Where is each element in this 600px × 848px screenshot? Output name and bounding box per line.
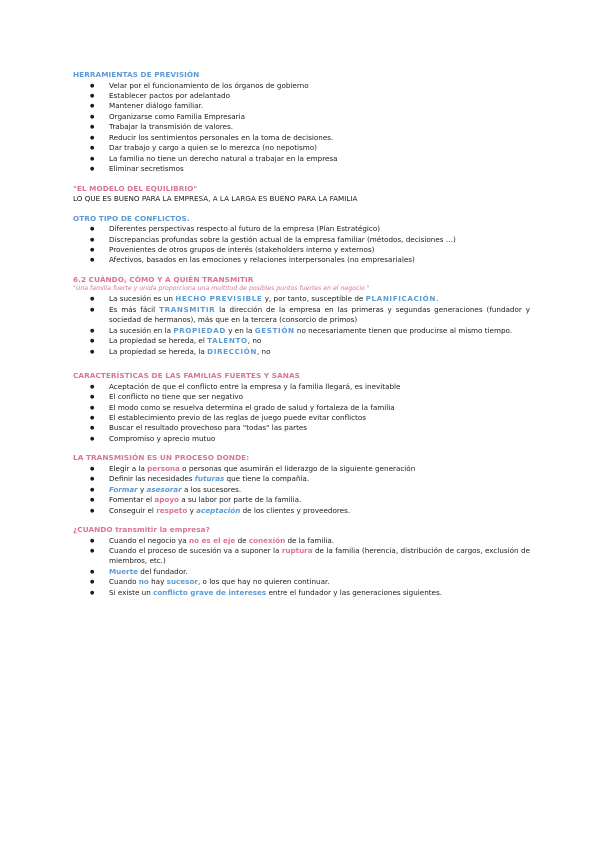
list-item [73,474,530,484]
list-item: ● El modo como se resuelva determina el grado de salud y fortaleza de la familia [73,403,530,413]
text: y [187,505,197,515]
text: o personas que asumirán el liderazgo de la siguiente generación [179,463,416,473]
list-item [73,506,530,516]
text: a los sucesores. [181,484,242,494]
highlight: TRANSMITIR [159,304,216,314]
list-item: ● Mantener diálogo familiar. [73,101,530,111]
highlight: ruptura [281,546,313,556]
text: no necesariamente tienen que producirse al mismo tiempo. [294,325,513,335]
list-item: ● Reducir los sentimientos personales en la toma de decisiones. [73,133,530,143]
heading-equilibrio: "EL MODELO DEL EQUILIBRIO" [73,183,198,193]
text: Fomentar el [109,495,155,505]
text: del fundador. [138,566,188,576]
text: de los clientes y proveedores. [240,505,351,515]
list-item: ● La familia no tiene un derecho natural a trabajar en la empresa [73,154,530,164]
list-item: ● Compromiso y aprecio mutuo [73,434,530,444]
text: , o los que hay no quieren continuar. [197,577,330,587]
list-item: ● Establecer pactos por adelantado [73,91,530,101]
text: y en la [225,325,255,335]
highlight: futuras [194,474,225,484]
highlight: PLANIFICACIÓN [365,294,437,304]
highlight: PROPIEDAD [173,325,226,335]
text: , no [256,346,271,356]
highlight: no es el eje [189,535,236,545]
subtitle-quote: "Una familia fuerte y unida proporciona una multitud de posibles puntos fuertes en el negocio " [73,285,370,293]
list-cuando [73,536,530,599]
heading-familias: CARACTERÍSTICAS DE LAS FAMILIAS FUERTES Y SANAS [73,371,300,381]
equilibrio-statement: LO QUE ES BUENO PARA LA EMPRESA, A LA LARGA ES BUENO PARA LA FAMILIA [73,194,358,204]
text: La propiedad se hereda, la [109,346,208,356]
text: que tiene la compañía. [224,474,310,484]
highlight: asesorar [146,484,182,494]
text: y [137,484,147,494]
text: hay [148,577,167,587]
heading-herramientas: HERRAMIENTAS DE PREVISIÓN [73,70,200,79]
heading-conflictos: OTRO TIPO DE CONFLICTOS. [73,213,190,223]
list-item [73,464,530,474]
section-proceso [73,453,530,516]
text: Elegir a la [109,463,148,473]
highlight: respeto [156,505,188,515]
text: Conseguir el [109,505,157,515]
highlight: aceptación [196,505,241,515]
list-proceso [73,464,530,516]
list-item [73,347,530,357]
list-conflictos [73,224,530,266]
section-cuando [73,525,530,598]
text: . [436,294,439,304]
list-familias [73,382,530,445]
text: y, por tanto, susceptible de [262,294,366,304]
text: Cuando el proceso de sucesión va a suponer la [109,546,282,556]
highlight: no [138,577,149,587]
text: Cuando [109,577,139,587]
list-item: ● Trabajar la transmisión de valores. [73,122,530,132]
list-item: ● El establecimiento previo de las reglas de juego puede evitar conflictos [73,413,530,423]
highlight: sucesor [166,577,198,587]
list-item [73,588,530,598]
list-item: ● Buscar el resultado provechoso para "todas" las partes [73,423,530,433]
highlight: Formar [109,484,138,494]
text: a su labor por parte de la familia. [178,495,302,505]
list-item [73,577,530,587]
text: Definir las necesidades [109,474,195,484]
highlight: DIRECCIÓN [207,346,257,356]
highlight: GESTIÓN [254,325,295,335]
list-item [73,546,530,567]
list-item: ● Discrepancias profundas sobre la gestión actual de la empresa familiar (métodos, decisiones …) [73,235,530,245]
list-item: ● Aceptación de que el conflicto entre la empresa y la familia llegará, es inevitable [73,382,530,392]
list-item: ● El conflicto no tiene que ser negativo [73,392,530,402]
text: de la familia. [285,535,335,545]
text: de [235,535,249,545]
highlight: persona [147,463,180,473]
list-item [73,536,530,546]
list-transmitir [73,294,530,357]
text: , no [247,336,262,346]
text: Cuando el negocio ya [109,535,189,545]
list-item: ● Eliminar secretismos [73,164,530,174]
list-item [73,495,530,505]
list-item: ● Diferentes perspectivas respecto al futuro de la empresa (Plan Estratégico) [73,224,530,234]
highlight: conflicto grave de intereses [153,587,267,597]
list-item [73,305,530,326]
heading-cuando: ¿CUANDO transmitir la empresa? [73,525,210,535]
list-item: ● Dar trabajo y cargo a quien se lo merezca (no nepotismo) [73,143,530,153]
section-transmitir [73,275,530,357]
highlight: TALENTO [207,336,248,346]
text: La sucesión es un [109,294,176,304]
highlight: Muerte [109,566,138,576]
section-herramientas [73,70,530,175]
text: de la familia (herencia, distribución de cargos, exclusión de miembros, etc.) [109,546,530,566]
list-item: ● Afectivos, basados en las emociones y relaciones interpersonales (no empresariales) [73,255,530,265]
list-item [73,326,530,336]
section-equilibrio [73,184,530,205]
text: entre el fundador y las generaciones siguientes. [266,587,443,597]
text: La propiedad se hereda, el [109,336,208,346]
highlight: apoyo [154,495,179,505]
highlight: HECHO PREVISIBLE [175,294,263,304]
heading-proceso: LA TRANSMISIÓN ES UN PROCESO DONDE: [73,453,250,463]
highlight: conexión [248,535,286,545]
list-herramientas [73,81,530,175]
text: la dirección de la empresa en las primeras y segundas generaciones (fundador y sociedad de hermanos), más que en la tercera (consorcio de primos) [109,304,531,325]
list-item: ● Organizarse como Familia Empresaria [73,112,530,122]
text: Si existe un [109,587,154,597]
section-conflictos [73,214,530,266]
list-item: ● Velar por el funcionamiento de los órganos de gobierno [73,81,530,91]
list-item [73,336,530,346]
list-item [73,567,530,577]
text: Es más fácil [109,304,160,314]
section-familias [73,371,530,444]
list-item [73,294,530,304]
list-item: ● Provenientes de otros grupos de interés (stakeholders interno y externos) [73,245,530,255]
heading-transmitir: 6.2 CUÁNDO, CÓMO Y A QUIÉN TRANSMITIR [73,274,254,284]
text: La sucesión en la [109,325,174,335]
list-item [73,485,530,495]
